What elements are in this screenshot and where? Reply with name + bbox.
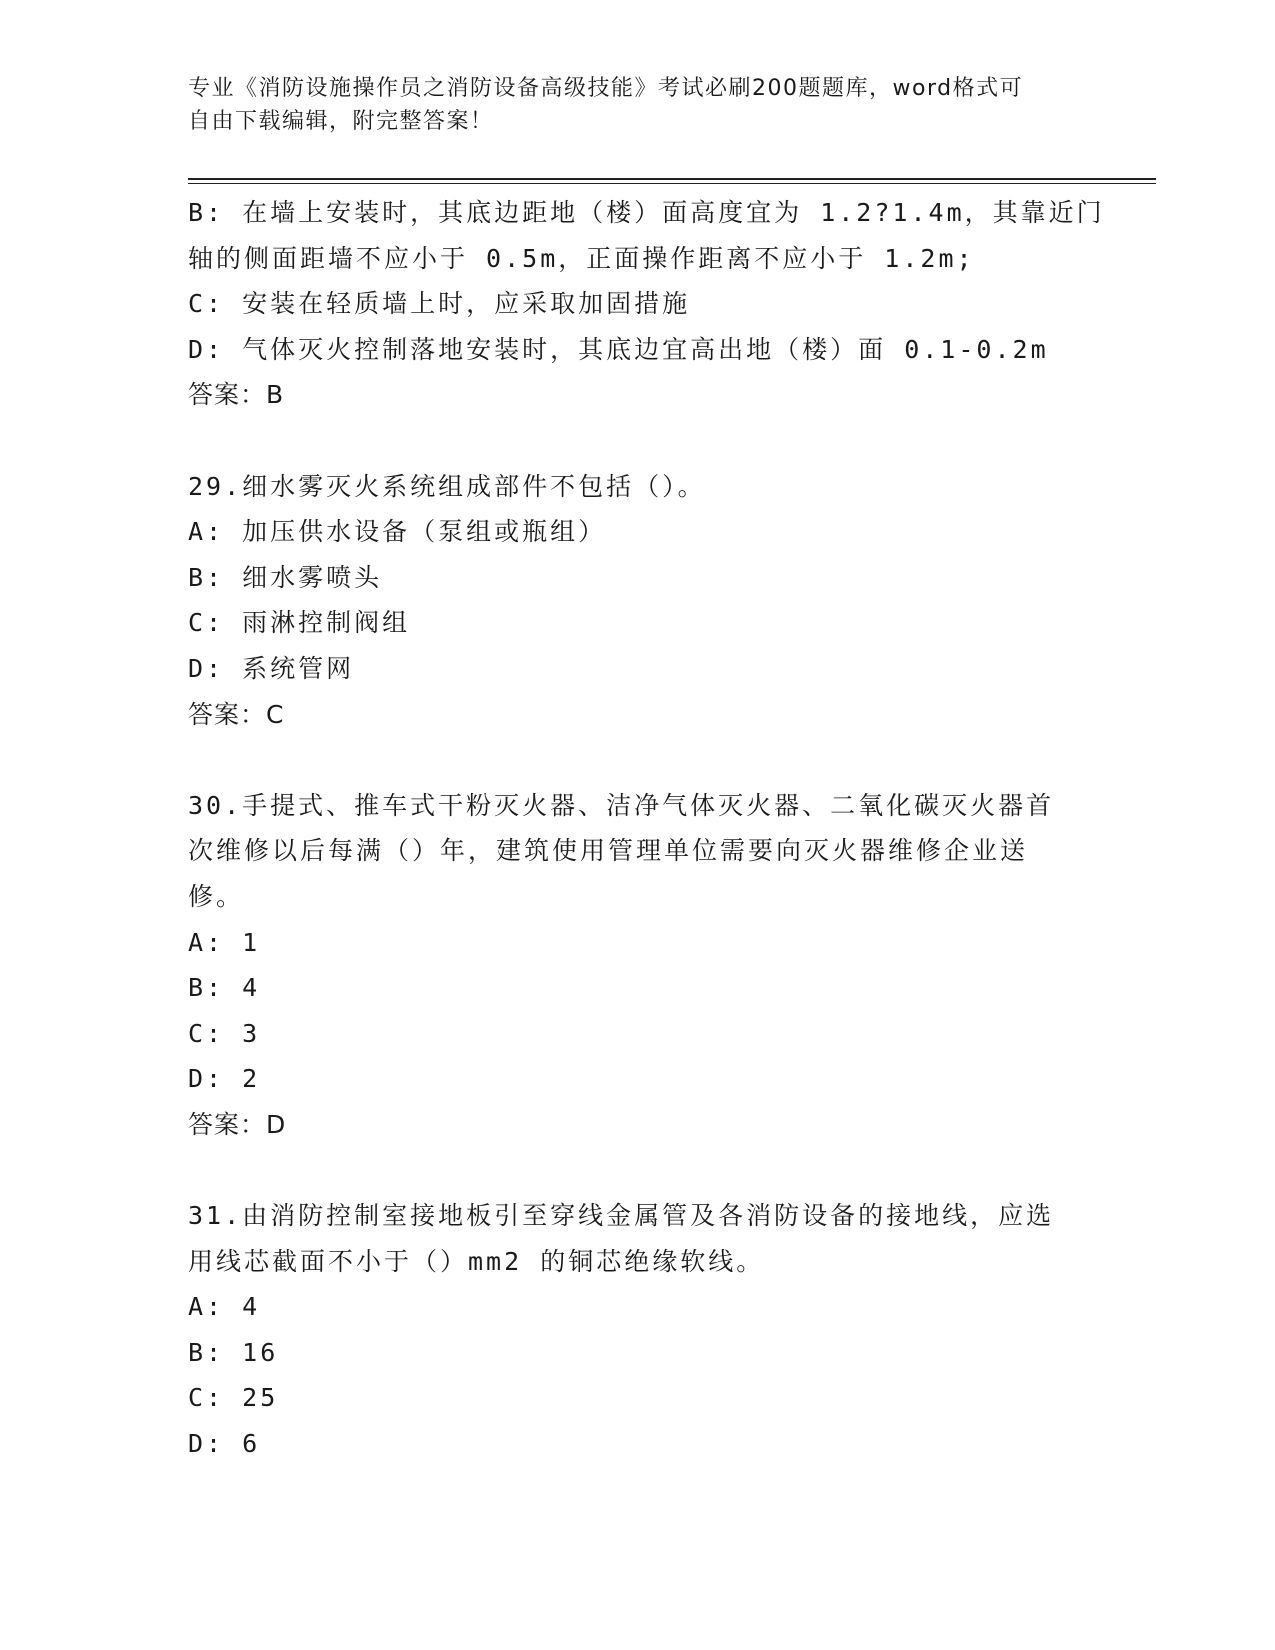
question-content [188,190,1105,1467]
option-b-line-2: 轴的侧面距墙不应小于 0.5m，正面操作距离不应小于 1.2m; [188,243,975,273]
answer: 答案：D [188,1109,287,1139]
header-divider-thin [188,183,1156,184]
option-b: B: 细水雾喷头 [188,562,383,592]
option-d: D: 2 [188,1064,261,1094]
option-a: A: 加压供水设备（泵组或瓶组） [188,517,607,547]
option-c: C: 25 [188,1383,279,1413]
option-c: C: 3 [188,1018,261,1048]
answer: 答案：B [188,380,285,410]
option-c: C: 雨淋控制阀组 [188,608,411,638]
document-header [188,72,1068,138]
option-b: B: 4 [188,973,261,1003]
question-stem-line-2: 次维修以后每满（）年，建筑使用管理单位需要向灭火器维修企业送 [188,836,1029,866]
option-d: D: 系统管网 [188,653,355,683]
question-stem-line-3: 修。 [188,881,245,911]
option-a: A: 4 [188,1292,261,1322]
question-29 [188,464,1088,738]
spacer [188,1147,1088,1193]
option-a: A: 1 [188,927,261,957]
question-30 [188,783,1088,1148]
option-d: D: 6 [188,1429,261,1459]
header-divider-thick [188,178,1156,180]
option-b-line-1: B: 在墙上安装时，其底边距地（楼）面高度宜为 1.2?1.4m，其靠近门 [188,198,1105,227]
question-stem-line-1: 30.手提式、推车式干粉灭火器、洁净气体灭火器、二氧化碳灭火器首 [188,790,1055,820]
answer: 答案：C [188,699,285,729]
question-stem-line-2: 用线芯截面不小于（）mm2 的铜芯绝缘软线。 [188,1246,765,1276]
question-28-tail [188,190,1105,418]
option-b: B: 16 [188,1337,279,1367]
spacer [188,737,1088,783]
question-stem: 29.细水雾灭火系统组成部件不包括（）。 [188,471,706,501]
question-31 [188,1193,1088,1467]
header-line-1: 专业《消防设施操作员之消防设备高级技能》考试必刷200题题库，word格式可 [188,76,1024,101]
spacer [188,418,1088,464]
option-c: C: 安装在轻质墙上时，应采取加固措施 [188,289,691,319]
question-stem-line-1: 31.由消防控制室接地板引至穿线金属管及各消防设备的接地线，应选 [188,1201,1055,1231]
header-line-2: 自由下载编辑，附完整答案！ [188,109,494,134]
option-d: D: 气体灭火控制落地安装时，其底边宜高出地（楼）面 0.1-0.2m [188,334,1049,364]
